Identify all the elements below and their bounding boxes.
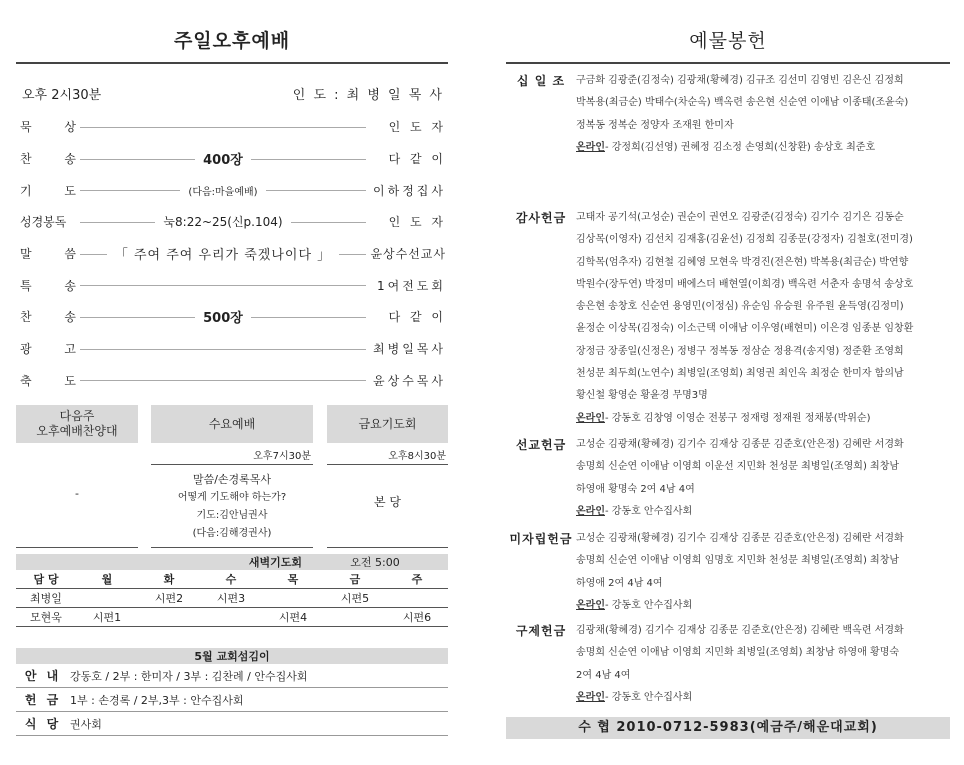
dawn-header-cell: 월 bbox=[101, 573, 113, 586]
offering-category: 감사헌금 bbox=[515, 211, 567, 225]
order-item-detail: (다음:마을예배) bbox=[180, 183, 265, 198]
offering-section bbox=[506, 207, 950, 430]
service-time: 오후 2시30분 bbox=[22, 88, 102, 103]
donor-line: 김학목(엄추자) 김현철 김혜영 모현욱 박경진(전은현) 박복용(최금순) 박연향 bbox=[576, 256, 909, 268]
dawn-header-cell: 금 bbox=[349, 573, 361, 586]
online-donors bbox=[576, 501, 950, 523]
donor-line: 윤정순 이상목(김정숙) 이소근택 이애남 이우영(배현미) 이은경 임종분 임창환 bbox=[576, 323, 914, 335]
order-item bbox=[16, 365, 448, 397]
order-item-label: 도 bbox=[64, 183, 76, 198]
wednesday-prayer: 기도:김안님권사 bbox=[196, 510, 268, 521]
online-label: 온라인 bbox=[576, 599, 605, 611]
offering-category: 십 일 조 bbox=[516, 74, 566, 88]
order-item-label: 말 bbox=[20, 247, 32, 262]
order-item bbox=[16, 174, 448, 206]
order-item-label: 송 bbox=[64, 152, 76, 167]
online-names: - 강동호 안수집사회 bbox=[604, 691, 693, 703]
friday-prayer-box bbox=[313, 405, 448, 548]
order-item bbox=[16, 143, 448, 175]
left-column bbox=[16, 0, 448, 731]
order-item-person: 다 같 이 bbox=[388, 310, 446, 325]
church-servant-row bbox=[16, 688, 448, 712]
bank-account: 수 협 2010-0712-5983(예금주/해운대교회) bbox=[506, 717, 950, 739]
offering-section bbox=[506, 620, 950, 709]
church-servant-role: 안 내 bbox=[24, 669, 62, 683]
dawn-cell: 시편1 bbox=[92, 611, 122, 624]
donor-line: 박복용(최금순) 박태수(차순옥) 백옥련 송은현 신순연 이애남 이종태(조윤숙) bbox=[576, 97, 909, 109]
order-item-label: 성경봉독 bbox=[20, 215, 67, 230]
church-servant-names: 강동호 / 2부 : 한미자 / 3부 : 김찬례 / 안수집사회 bbox=[70, 669, 308, 683]
friday-prayer-place: 본 당 bbox=[374, 495, 401, 509]
order-item-person: 윤상수선교사 bbox=[370, 247, 446, 262]
order-item-label: 씀 bbox=[64, 247, 76, 262]
church-servant-row bbox=[16, 664, 448, 688]
order-item-person: 다 같 이 bbox=[388, 152, 446, 167]
offering-section bbox=[506, 528, 950, 617]
dawn-cell: 시편4 bbox=[278, 611, 308, 624]
order-item bbox=[16, 206, 448, 238]
online-label: 온라인 bbox=[576, 691, 605, 703]
church-servants-title: 5월 교회섬김이 bbox=[16, 648, 448, 664]
dawn-table-header bbox=[16, 570, 448, 589]
order-item-person: 최병일목사 bbox=[373, 342, 446, 357]
order-item-detail: 400장 bbox=[195, 149, 251, 168]
church-servant-names: 1부 : 손경록 / 2부,3부 : 안수집사회 bbox=[70, 693, 244, 707]
next-week-choir-box bbox=[16, 405, 138, 548]
next-week-label: 다음주 bbox=[59, 409, 95, 423]
order-item-person: 인 도 자 bbox=[388, 120, 446, 135]
dawn-cell: 시편2 bbox=[154, 592, 184, 605]
order-item-label: 찬 bbox=[20, 152, 32, 167]
service-leader: 인 도 : 최 병 일 목 사 bbox=[292, 88, 444, 103]
order-item-detail: 500장 bbox=[195, 307, 251, 326]
dawn-prayer-table bbox=[16, 554, 448, 627]
order-item-person: 인 도 자 bbox=[388, 215, 446, 230]
order-item-person: 윤상수목사 bbox=[373, 373, 446, 388]
wednesday-service-box bbox=[151, 405, 313, 548]
donor-line: 정복동 정복순 정양자 조재원 한미자 bbox=[576, 119, 734, 131]
online-donors bbox=[576, 408, 950, 430]
service-boxes bbox=[16, 405, 448, 548]
dawn-cell: 시편6 bbox=[402, 611, 432, 624]
order-item-person: 이하정집사 bbox=[373, 183, 446, 198]
dawn-header-cell: 목 bbox=[287, 573, 299, 586]
service-header bbox=[16, 64, 448, 111]
donor-line: 고성순 김광채(황혜경) 김기수 김재상 김종문 김준호(안은정) 김혜란 서경화 bbox=[576, 439, 904, 450]
online-names: - 강동호 안수집사회 bbox=[604, 505, 693, 517]
friday-prayer-time: 오후8시30분 bbox=[327, 443, 448, 465]
order-item-label: 송 bbox=[64, 278, 76, 293]
online-label: 온라인 bbox=[576, 412, 605, 424]
wednesday-service-time: 오후7시30분 bbox=[151, 443, 313, 465]
donor-line: 하영애 2여 4남 4여 bbox=[576, 577, 663, 589]
order-item-label: 축 bbox=[20, 373, 32, 388]
order-item-label: 찬 bbox=[20, 310, 32, 325]
next-week-choir: - bbox=[75, 487, 79, 500]
online-names: - 강동호 안수집사회 bbox=[604, 599, 693, 611]
church-servant-role: 식 당 bbox=[24, 717, 62, 731]
donor-line: 장정금 장종일(신정은) 정병구 정복동 정삼순 정용격(송지영) 정준환 조영희 bbox=[576, 345, 904, 357]
order-item-person: 1여전도회 bbox=[376, 278, 446, 293]
afternoon-service-title: 주일오후예배 bbox=[173, 30, 291, 52]
table-row bbox=[16, 589, 448, 608]
donor-line: 송명희 신순연 이애남 이영희 지민화 최병일(조영희) 최창남 하영애 황명숙 bbox=[576, 647, 900, 659]
wednesday-next-prayer: (다음:김해경권사) bbox=[192, 528, 272, 539]
order-item-label: 기 bbox=[20, 183, 32, 198]
order-item-label: 특 bbox=[20, 278, 32, 293]
order-item-label: 상 bbox=[64, 120, 76, 135]
church-servant-names: 권사회 bbox=[70, 717, 102, 731]
wednesday-service-title: 수요예배 bbox=[151, 405, 313, 443]
dawn-cell: 모현욱 bbox=[30, 611, 62, 624]
donor-line: 황신철 황영순 황윤경 무명3명 bbox=[576, 390, 708, 402]
online-label: 온라인 bbox=[576, 141, 605, 153]
offering-section bbox=[506, 70, 950, 159]
offering-category: 미자립헌금 bbox=[509, 532, 573, 546]
order-item-label: 묵 bbox=[20, 120, 32, 135]
church-servants bbox=[16, 648, 448, 736]
offering-category: 선교헌금 bbox=[515, 438, 567, 452]
dawn-cell: 시편5 bbox=[340, 592, 370, 605]
donor-line: 하영애 황명숙 2여 4남 4여 bbox=[576, 483, 695, 495]
dawn-prayer-time: 오전 5:00 bbox=[350, 556, 400, 569]
order-item-label: 고 bbox=[64, 342, 76, 357]
dawn-header-cell: 담 당 bbox=[33, 573, 59, 586]
online-donors bbox=[576, 137, 950, 159]
friday-prayer-title: 금요기도회 bbox=[327, 405, 448, 443]
donor-line: 천성문 최두희(노연수) 최병일(조영희) 최영권 최인옥 최정순 한미자 함의남 bbox=[576, 368, 904, 380]
online-names: - 강정희(김선영) 권혜정 김소정 손영희(신창환) 송상호 최준호 bbox=[604, 141, 876, 153]
online-names: - 강동호 김창영 이영순 전봉구 정재령 정재원 정채봉(박위순) bbox=[604, 412, 871, 424]
choir-label: 오후예배찬양대 bbox=[36, 424, 118, 438]
dawn-cell: 최병일 bbox=[30, 592, 62, 605]
order-item bbox=[16, 333, 448, 365]
offering-section bbox=[506, 434, 950, 523]
online-label: 온라인 bbox=[576, 505, 605, 517]
donor-line: 2여 4남 4여 bbox=[576, 669, 631, 681]
order-item-label: 송 bbox=[64, 310, 76, 325]
donor-line: 김광채(황혜경) 김기수 김재상 김종문 김준호(안은정) 김혜란 백옥련 서경화 bbox=[576, 625, 904, 636]
dawn-header-cell: 화 bbox=[163, 573, 175, 586]
online-donors bbox=[576, 595, 950, 617]
donor-line: 송명희 신순연 이애남 이영희 이운선 지민화 천성문 최병일(조영희) 최창남 bbox=[576, 461, 900, 473]
order-of-service bbox=[16, 111, 448, 396]
order-item-label: 광 bbox=[20, 342, 32, 357]
donor-line: 박원수(장두연) 박정미 배에스더 배현열(이희경) 백옥련 서춘자 송명석 송상호 bbox=[576, 278, 914, 290]
right-column bbox=[506, 0, 950, 735]
dawn-prayer-title: 새벽기도회 bbox=[248, 556, 302, 569]
table-row bbox=[16, 608, 448, 627]
church-servant-role: 헌 금 bbox=[24, 693, 62, 707]
order-item-detail: 눅8:22~25(신p.104) bbox=[155, 213, 290, 230]
donor-line: 구금화 김광준(김정숙) 김광채(황혜경) 김규조 김선미 김영빈 김은신 김정희 bbox=[576, 75, 904, 86]
order-item bbox=[16, 269, 448, 301]
dawn-header-cell: 주 bbox=[411, 573, 423, 586]
online-donors bbox=[576, 687, 950, 709]
dawn-cell: 시편3 bbox=[216, 592, 246, 605]
order-item bbox=[16, 111, 448, 143]
offering-category: 구제헌금 bbox=[515, 624, 567, 638]
wednesday-sermon-title: 어떻게 기도해야 하는가? bbox=[177, 492, 287, 503]
donor-line: 김상목(이영자) 김선치 김재홍(김윤선) 김정희 김종문(강정자) 김철호(전미경) bbox=[576, 234, 913, 246]
order-item-detail: 「 주여 주여 우리가 죽겠나이다 」 bbox=[107, 244, 339, 263]
church-servant-row bbox=[16, 712, 448, 736]
dawn-header-cell: 수 bbox=[225, 573, 237, 586]
order-item-label: 도 bbox=[64, 373, 76, 388]
donor-line: 고성순 김광채(황혜경) 김기수 김재상 김종문 김준호(안은정) 김혜란 서경화 bbox=[576, 533, 904, 544]
offerings-title: 예물봉헌 bbox=[689, 30, 767, 52]
wednesday-sermon: 말씀/손경록목사 bbox=[192, 473, 272, 486]
donor-line: 송명희 신순연 이애남 이영희 임명호 지민화 천성문 최병일(조영희) 최창남 bbox=[576, 555, 900, 567]
donor-line: 송은현 송창호 신순연 용영민(이정심) 유순임 유승원 유주원 윤득영(김정미) bbox=[576, 301, 904, 313]
title-rule-right bbox=[506, 62, 950, 64]
donor-line: 고태자 공기석(고성순) 권순이 권연오 김광준(김정숙) 김기수 김기은 김동순 bbox=[576, 212, 904, 223]
order-item bbox=[16, 301, 448, 333]
order-item bbox=[16, 238, 448, 270]
